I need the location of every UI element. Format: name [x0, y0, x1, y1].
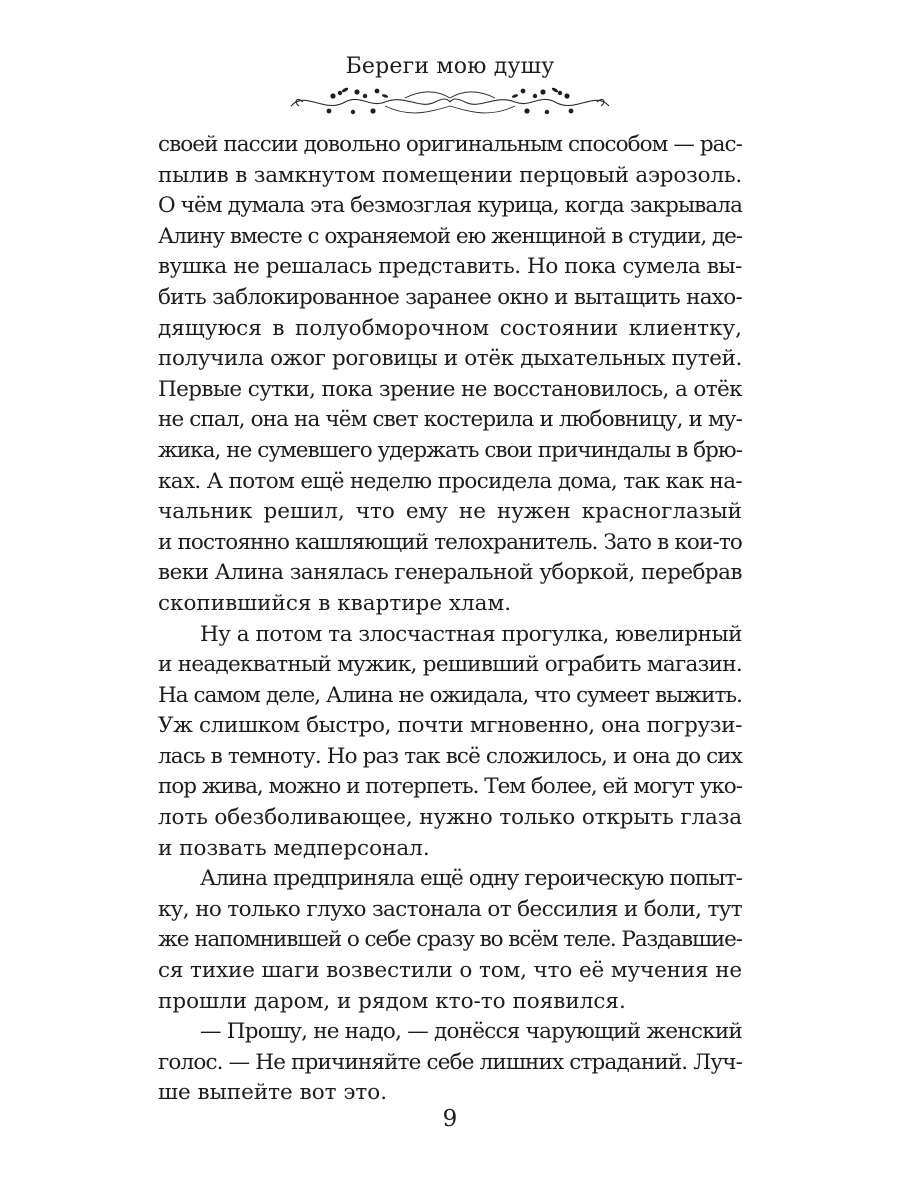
- text-line: чальник решил, что ему не нужен красноглазый: [158, 499, 742, 525]
- text-line: не спал, она на чём свет костерила и любовницу, и му-: [158, 407, 742, 433]
- running-title: Береги мою душу: [345, 54, 555, 79]
- text-line: веки Алина занялась генеральной уборкой, перебрав: [158, 560, 742, 586]
- text-line: ках. А потом ещё неделю просидела дома, так как на-: [158, 468, 742, 494]
- paragraph: [158, 1017, 742, 1109]
- text-line: пор жива, можно и потерпеть. Тем более, ей могут уко-: [158, 774, 742, 800]
- floral-vine-ornament-icon: [285, 84, 615, 120]
- text-line: Ну а потом та злосчастная прогулка, ювелирный: [200, 621, 742, 647]
- text-line: О чём думала эта безмозглая курица, когда закрывала: [158, 193, 742, 219]
- text-line: скопившийся в квартире хлам.: [158, 590, 512, 616]
- text-line: жика, не сумевшего удержать свои причиндалы в брю-: [158, 437, 742, 463]
- page-number: 9: [442, 1106, 458, 1132]
- text-line: и постоянно кашляющий телохранитель. Зато в кои-то: [158, 529, 743, 555]
- text-line: лоть обезболивающее, нужно только открыть глаза: [158, 805, 742, 831]
- text-line: лась в темноту. Но раз так всё сложилось, и она до сих: [158, 743, 742, 769]
- paragraph: [158, 864, 742, 1017]
- text-line: же напомнившей о себе сразу во всём теле. Раздавшие-: [158, 927, 742, 953]
- text-line: голос. — Не причиняйте себе лишних страданий. Луч-: [158, 1049, 742, 1075]
- paragraph: [158, 620, 742, 865]
- text-line: дящуюся в полуобморочном состоянии клиентку,: [158, 315, 742, 341]
- text-line: Уж слишком быстро, почти мгновенно, она погрузи-: [158, 713, 742, 739]
- text-line: получила ожог роговицы и отёк дыхательных путей.: [158, 346, 742, 372]
- text-line: бить заблокированное заранее окно и вытащить нахо-: [158, 284, 742, 310]
- paragraph: [158, 130, 742, 620]
- text-line: вушка не решалась представить. Но пока сумела вы-: [158, 254, 742, 280]
- text-line: Алину вместе с охраняемой ею женщиной в студии, де-: [158, 223, 742, 249]
- text-line: прошли даром, и рядом кто-то появился.: [158, 988, 626, 1014]
- text-line: — Прошу, не надо, — донёсся чарующий женский: [200, 1019, 742, 1045]
- text-line: и позвать медперсонал.: [158, 835, 430, 861]
- text-line: Первые сутки, пока зрение не восстановилось, а отёк: [158, 376, 742, 402]
- text-line: На самом деле, Алина не ожидала, что сумеет выжить.: [158, 682, 742, 708]
- text-line: своей пассии довольно оригинальным способом — рас-: [158, 132, 742, 157]
- text-line: ку, но только глухо застонала от бессилия и боли, тут: [158, 896, 742, 922]
- body-text: [158, 130, 742, 1109]
- text-line: пылив в замкнутом помещении перцовый аэрозоль.: [158, 162, 742, 188]
- text-line: ше выпейте вот это.: [158, 1080, 388, 1106]
- text-line: и неадекватный мужик, решивший ограбить магазин.: [158, 652, 742, 678]
- text-line: ся тихие шаги возвестили о том, что её мучения не: [158, 958, 742, 984]
- text-line: Алина предприняла ещё одну героическую попыт-: [200, 866, 742, 892]
